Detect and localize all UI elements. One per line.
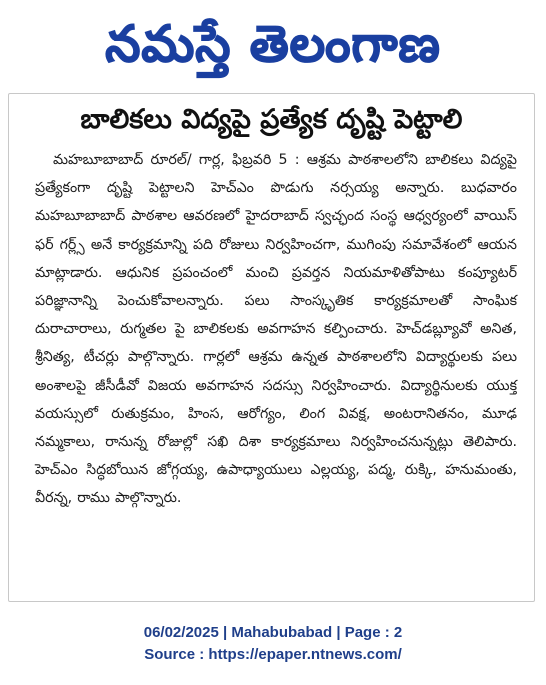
article-clip — [8, 93, 535, 602]
edition-info: 06/02/2025 | Mahabubabad | Page : 2 — [143, 624, 403, 641]
newspaper-masthead — [0, 8, 546, 80]
masthead-title: నమస్తే తెలంగాణ — [105, 14, 441, 73]
article-headline: బాలికలు విద్యపై ప్రత్యేక దృష్టి పెట్టాలి — [80, 104, 463, 135]
source-link[interactable]: Source : https://epaper.ntnews.com/ — [144, 646, 402, 663]
article-body: మహబూబాబాద్ రూరల్/ గార్ల, ఫిబ్రవరి 5 : ఆశ్రమ పాఠశాలలోని బాలికలు విద్యపై ప్రత్యేకంగా దృష్టి పెట్టాలని హెచ్ఎం పొడుగు నర్సయ్య అన్నారు. బుధవారం మహబూబాబాద్ పాఠశాల ఆవరణలో హైదరాబాద్ స్వచ్ఛంద సంస్థ ఆధ్వర్యంలో వాయిస్ ఫర్ గర్ల్స్ అనే కార్యక్రమాన్ని పది రోజులు నిర్వహించగా, ముగింపు సమావేశంలో ఆయన మాట్లాడారు. ఆధునిక ప్రపంచంలో మంచి ప్రవర్తన నియమాళితోపాటు కంప్యూటర్ పరిజ్ఞానాన్ని పెంచుకోవాలన్నారు. పలు సాంస్కృతిక కార్యక్రమాలతో సాంఘిక దురాచారాలు, రుగ్మతల పై బాలికలకు అవగాహన కల్పించారు. హెచ్‌డబ్ల్యూవో అనిత, శ్రీనిత్య, టీచర్లు పాల్గొన్నారు. గార్లలో ఆశ్రమ ఉన్నత పాఠశాలలోని విద్యార్థులకు పలు అంశాలపై జీసీడీవో విజయ అవగాహన సదస్సు నిర్వహించారు. విద్యార్థినులకు యుక్త వయస్సులో రుతుక్రమం, హింస, ఆరోగ్యం, లింగ వివక్ష, అంటరానితనం, మూఢ నమ్మకాలు, రానున్న రోజుల్లో సఖి దిశా కార్యక్రమాలు నిర్వహించనున్నట్లు తెలిపారు. హెచ్ఎం సిద్ధబోయిన జోగ్గయ్య, ఉపాధ్యాయులు ఎల్లయ్య, పద్మ, రుక్కి, హనుమంతు, వీరన్న, రాము పాల్గొన్నారు. — [35, 152, 517, 507]
